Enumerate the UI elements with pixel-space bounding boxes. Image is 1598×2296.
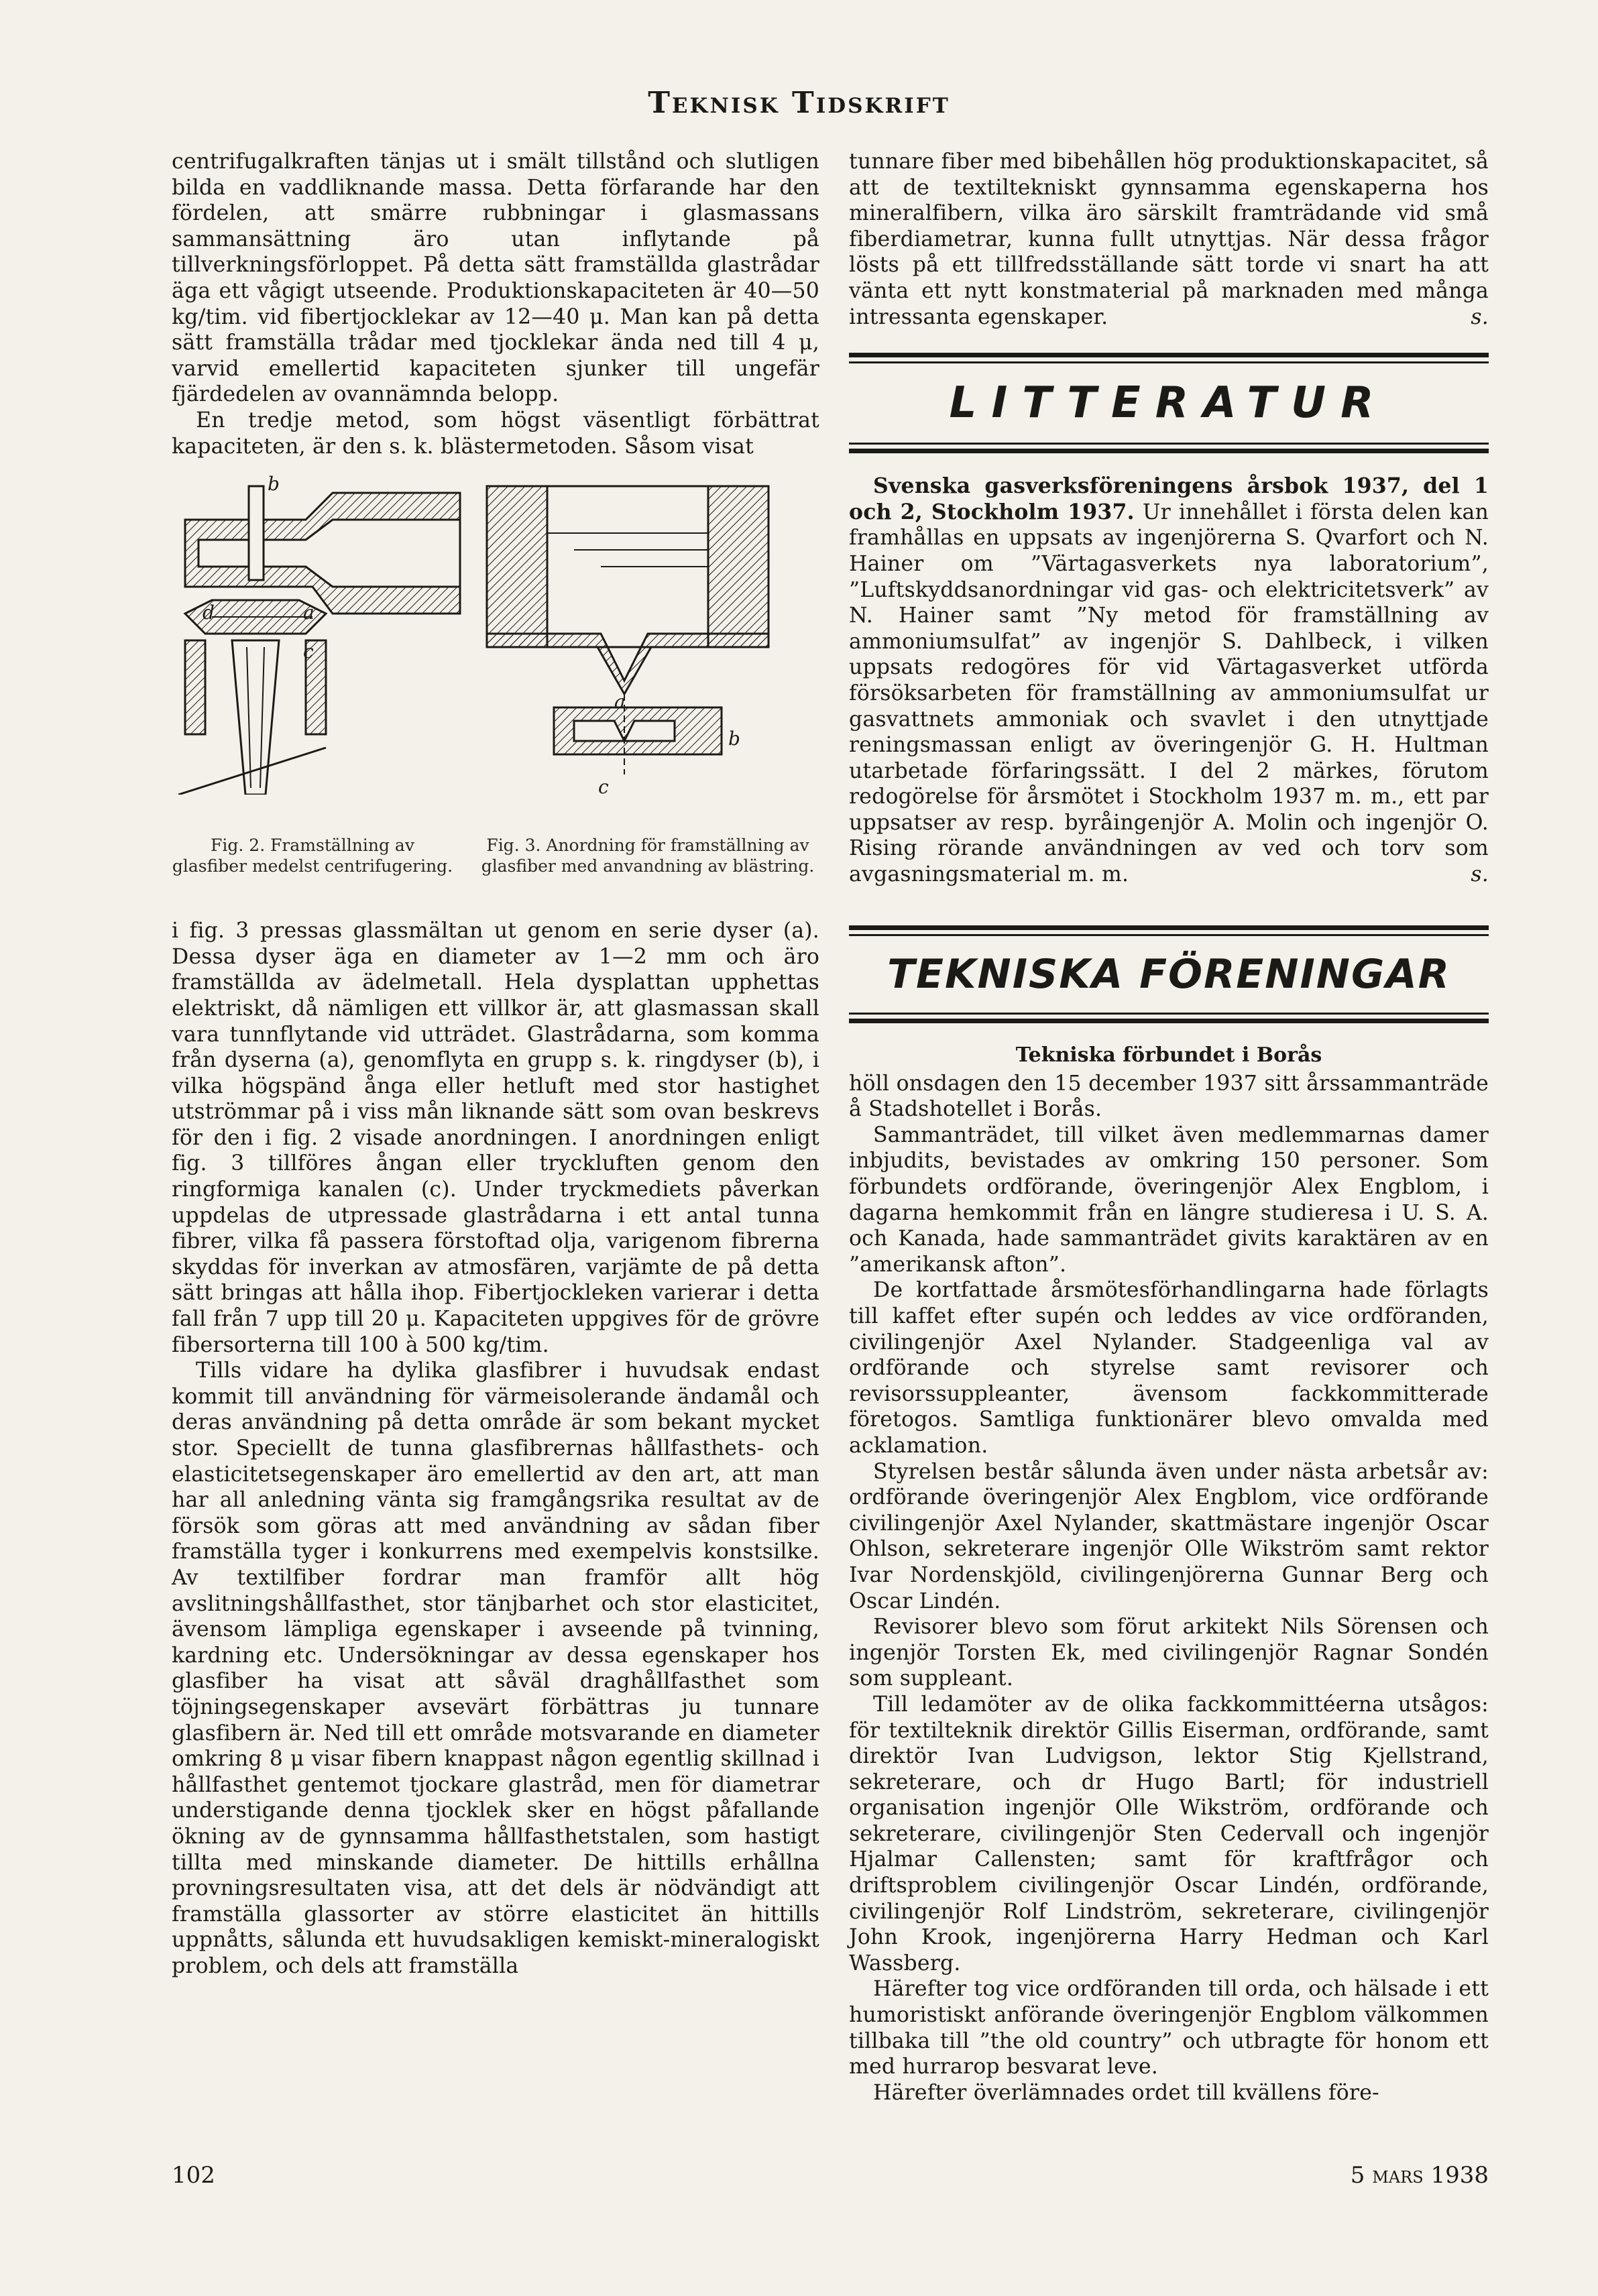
- book-title: Svenska gasverksföreningens årsbok 1937, del 1 och 2, Stockholm 1937.: [849, 473, 1489, 524]
- masthead: Teknisk Tidskrift: [648, 86, 950, 120]
- paragraph: Till ledamöter av de olika fackkommittéerna utsågos: för textilteknik direktör Gillis Eiserman, ordförande, samt direktör Ivan Ludvigson, lektor Stig Kjellstrand, sekreterare, och dr Hugo Bartl; för industriell organisation ingenjör Olle Wikström, ordförande och sekreterare, civilingenjör Sten Cedervall och ingenjör Hjalmar Callensten; samt för kraftfrågor och driftsproblem civilingenjör Oscar Lindén, ordförande, civilingenjör Rolf Lindström, sekreterare, civilingenjör John Krook, ingenjörerna Harry Hedman och Karl Wassberg.: [849, 1692, 1489, 1975]
- litteratur-section: [849, 353, 1489, 888]
- paragraph: höll onsdagen den 15 december 1937 sitt årssammanträde å Stadshotellet i Borås.: [849, 1071, 1489, 1122]
- fig2-drawing: [172, 479, 467, 795]
- paragraph: Härefter tog vice ordföranden till orda, och hälsade i ett humoristiskt anförande överingenjör Engblom välkommen tillbaka till ”the old country” och utbragte för honom ett med hurrarop besvarat leve.: [849, 1977, 1489, 2079]
- issue-date: 5 mars 1938: [1350, 2162, 1489, 2189]
- paragraph: [849, 473, 1489, 888]
- divider: [849, 449, 1489, 453]
- paragraph: centrifugalkraften tänjas ut i smält tillstånd och slutligen bilda en vaddliknande massa. Detta förfarande har den fördelen, att smärre rubbningar i glasmassans sammansättning äro utan inflytande på tillverkningsförloppet. På detta sätt framställda glastrådar äga ett vågigt utseende. Produktionskapaciteten är 40—50 kg/tim. vid fibertjocklekar av 12—40 μ. Man kan på detta sätt framställa trådar med tjocklekar ända ned till 4 μ, varvid emellertid kapaciteten sjunker till ungefär fjärdedelen av ovannämnda belopp.: [172, 150, 819, 407]
- signature: s.: [1471, 304, 1489, 329]
- fig3-drawing: [480, 479, 789, 795]
- fig2-label-d: d: [203, 601, 215, 624]
- paragraph: i fig. 3 pressas glassmältan ut genom en serie dyser (a). Dessa dyser äga en diameter av 1—2 mm och äro framställda av ädelmetall. Hela dysplattan upphettas elektriskt, då nämligen ett villkor är, att glasmassan skall vara tunnflytande vid utträdet. Glastrådarna, som komma från dyserna (a), genomflyta en grupp s. k. ringdyser (b), i vilka högspänd ånga eller hetluft med stor hastighet utströmmar på i viss mån liknande sätt som ovan beskrevs för den i fig. 2 visade anordningen. I anordningen enligt fig. 3 tillföres ångan eller tryckluften genom den ringformiga kanalen (c). Under tryckmediets påverkan uppdelas de utpressade glastrådarna i ett antal tunna fibrer, vilka få passera förstoftad olja, varigenom fibrerna skyddas för inverkan av atmosfären, varjämte de på detta sätt bringas att hålla ihop. Fibertjockleken varierar i detta fall från 7 upp till 20 μ. Kapaciteten uppgives för de grövre fibersorterna till 100 à 500 kg/tim.: [172, 919, 819, 1357]
- fig3-label-a: a: [614, 691, 626, 713]
- paragraph: [849, 149, 1489, 330]
- divider: [849, 353, 1489, 357]
- divider: [849, 361, 1489, 363]
- page-number: 102: [172, 2162, 215, 2189]
- paragraph: Revisorer blevo som förut arkitekt Nils Sörensen och ingenjör Torsten Ek, med civilingenjör Ragnar Sondén som suppleant.: [849, 1615, 1489, 1691]
- fig3-label-c: c: [598, 776, 609, 799]
- paragraph: Sammanträdet, till vilket även medlemmarnas damer inbjudits, bevistades av omkring 150 personer. Som förbundets ordförande, överingenjör Alex Engblom, i dagarna hemkommit från en längre studieresa i U. S. A. och Kanada, hade sammanträdet givits karaktären av en ”amerikansk afton”.: [849, 1123, 1489, 1277]
- divider: [849, 925, 1489, 930]
- fig2-label-c: c: [303, 640, 314, 663]
- paragraph-text: Ur innehållet i första delen kan framhållas en uppsats av ingenjörerna S. Qvarfort och N. Hainer om ”Värtagasverkets nya laboratorium”, ”Luftskyddsanordningar vid gas- och elektricitetsverk” av N. Hainer samt ”Ny metod för framställning av ammoniumsulfat” av ingenjör S. Dahlbeck, i vilken uppsats redogöres för vid Värtagasverket utförda försöksarbeten för framställning av ammoniumsulfat ur gasvattnets ammoniak och svavlet i den utnyttjade reningsmassan enligt av överingenjör G. H. Hultman utarbetade förfaringssätt. I del 2 märkes, förutom redogörelse för årsmötet i Stockholm 1937 m. m., ett par uppsatser av resp. byråingenjör A. Molin och ingenjör O. Rising rörande användningen av ved och torv som avgasningsmaterial m. m.: [849, 500, 1489, 887]
- left-column: [172, 149, 819, 1979]
- section-heading-litteratur: LITTERATUR: [949, 378, 1389, 428]
- signature: s.: [1471, 862, 1489, 887]
- foreningar-section: [849, 925, 1489, 2106]
- right-column: [849, 149, 1489, 2106]
- paragraph: En tredje metod, som högst väsentligt förbättrat kapaciteten, är den s. k. blästermetoden. Såsom visat: [172, 408, 819, 459]
- subheading: Tekniska förbundet i Borås: [1015, 1043, 1322, 1067]
- divider: [849, 934, 1489, 936]
- divider: [849, 1019, 1489, 1023]
- fig3-label-b: b: [728, 728, 740, 750]
- paragraph: Tills vidare ha dylika glasfibrer i huvudsak endast kommit till användning för värmeisolerande ändamål och deras användning på detta område är som bekant mycket stor. Speciellt de tunna glasfibrernas hållfasthets- och elasticitetsegenskaper äro emellertid av den art, att man har all anledning vänta sig framgångsrika resultat av de försök som göras att med användning av sådan fiber framställa tyger i konkurrens med exempelvis konstsilke. Av textilfiber fordrar man framför allt hög avslitningshållfasthet, stor tänjbarhet och stor elasticitet, ävensom lämpliga egenskaper i avseende på tvinning, kardning etc. Undersökningar av dessa egenskaper hos glasfiber ha visat att såväl draghållfasthet som töjningsegenskaper avsevärt förbättras ju tunnare glasfibern är. Ned till ett område motsvarande en diameter omkring 8 μ visar fibern knappast någon egentlig skillnad i hållfasthet gentemot tjockare glastråd, men för diametrar understigande denna tjocklek sker en högst påfallande ökning av de gynnsamma hållfasthetstalen, som hastigt tillta med minskande diameter. De hittills erhållna provningsresultaten visa, att det dels är nödvändigt att framställa glassorter av större elasticitet än hittills uppnåtts, sålunda ett huvudsakligen kemiskt-mineralogiskt problem, och dels att framställa: [172, 1359, 819, 1978]
- section-heading-foreningar: TEKNISKA FÖRENINGAR: [887, 950, 1450, 998]
- fig3-caption: Fig. 3. Anordning för framställning av glasfiber med anvandning av blästring.: [481, 836, 815, 876]
- fig2-label-a: a: [303, 601, 315, 624]
- fig2-label-b: b: [268, 473, 280, 496]
- paragraph: De kortfattade årsmötesförhandlingarna hade förlagts till kaffet efter supén och leddes av vice ordföranden, civilingenjör Axel Nylander. Stadgeenliga val av ordförande och styrelse samt revisorer och revisorssuppleanter, ävensom fackkommitterade företogos. Samtliga funktionärer blevo omvalda med acklamation.: [849, 1278, 1489, 1458]
- paragraph-text: tunnare fiber med bibehållen hög produktionskapacitet, så att de textiltekniskt gynnsamma egenskaperna hos mineralfibern, vilka äro särskilt framträdande vid små fiberdiametrar, kunna fullt utnyttjas. När dessa frågor lösts på ett tillfredsställande sätt torde vi snart ha att vänta ett nytt konstmaterial på marknaden med många intressanta egenskaper.: [849, 150, 1489, 329]
- fig2-caption: Fig. 2. Framställning av glasfiber medelst centrifugering.: [172, 836, 453, 876]
- figure-block: [172, 473, 819, 909]
- paragraph: Härefter överlämnades ordet till kvällens före-: [873, 2080, 1379, 2105]
- paragraph: Styrelsen består sålunda även under nästa arbetsår av: ordförande överingenjör Alex Engblom, vice ordförande civilingenjör Axel Nylander, skattmästare ingenjör Oscar Ohlson, sekreterare ingenjör Olle Wikström samt rektor Ivar Nordenskjöld, civilingenjörerna Gunnar Berg och Oscar Lindén.: [849, 1459, 1489, 1613]
